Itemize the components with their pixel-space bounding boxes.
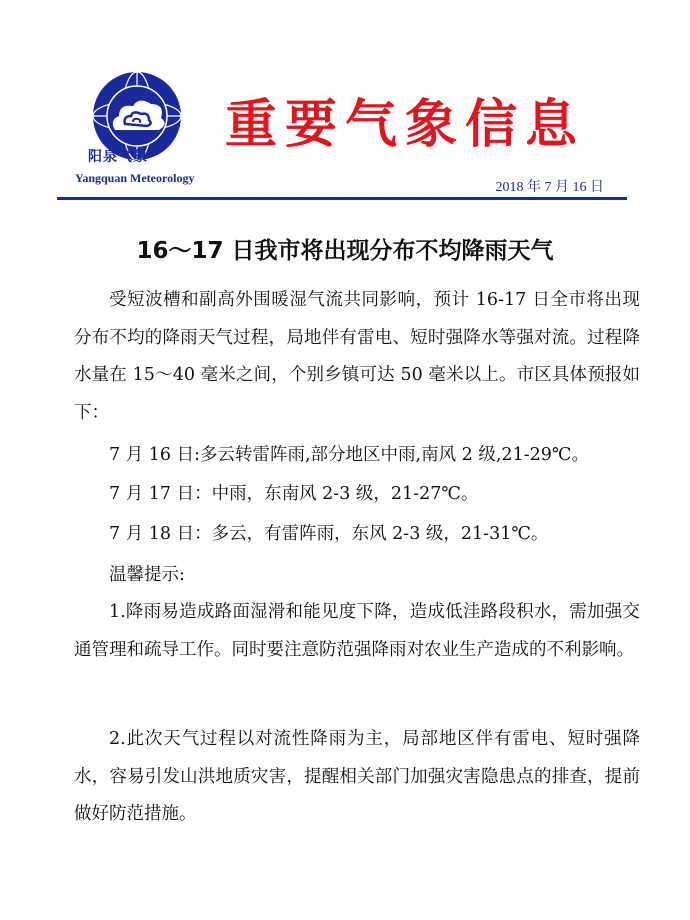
- forecast-day-1: 7 月 16 日:多云转雷阵雨,部分地区中雨,南风 2 级,21-29℃。: [109, 445, 589, 465]
- header-divider: [57, 197, 627, 200]
- logo-english-name: Yangquan Meteorology: [75, 171, 195, 185]
- tip-text-2: 2.此次天气过程以对流性降雨为主，局部地区伴有雷电、短时强降水，容易引发山洪地质灾害，提醒相关部门加强灾害隐患点的排查，提前做好防范措施。: [74, 729, 640, 824]
- intro-paragraph: [74, 282, 640, 432]
- tips-heading: 温馨提示:: [109, 565, 185, 585]
- logo-chinese-name: 阳泉气象: [88, 149, 148, 165]
- tip-text-1: 1.降雨易造成路面湿滑和能见度下降，造成低洼路段积水，需加强交通管理和疏导工作。同时要注意防范强降雨对农业生产造成的不利影响。: [74, 602, 640, 660]
- article-title: 16～17 日我市将出现分布不均降雨天气: [136, 238, 554, 264]
- forecast-day-3: 7 月 18 日：多云，有雷阵雨，东风 2-3 级，21-31℃。: [109, 524, 549, 544]
- forecast-day-2: 7 月 17 日：中雨，东南风 2-3 级，21-27℃。: [109, 484, 479, 504]
- issue-date: 2018 年 7 月 16 日: [495, 180, 604, 195]
- intro-text: 受短波槽和副高外围暖湿气流共同影响，预计 16-17 日全市将出现分布不均的降雨天气过程，局地伴有雷电、短时强降水等强对流。过程降水量在 15～40 毫米之间，个别乡镇可达 50 毫米以上。市区具体预报如下：: [74, 290, 640, 423]
- tip-paragraph-1: [74, 594, 640, 669]
- banner-title: 重要气象信息: [225, 94, 586, 155]
- tip-paragraph-2: [74, 721, 640, 834]
